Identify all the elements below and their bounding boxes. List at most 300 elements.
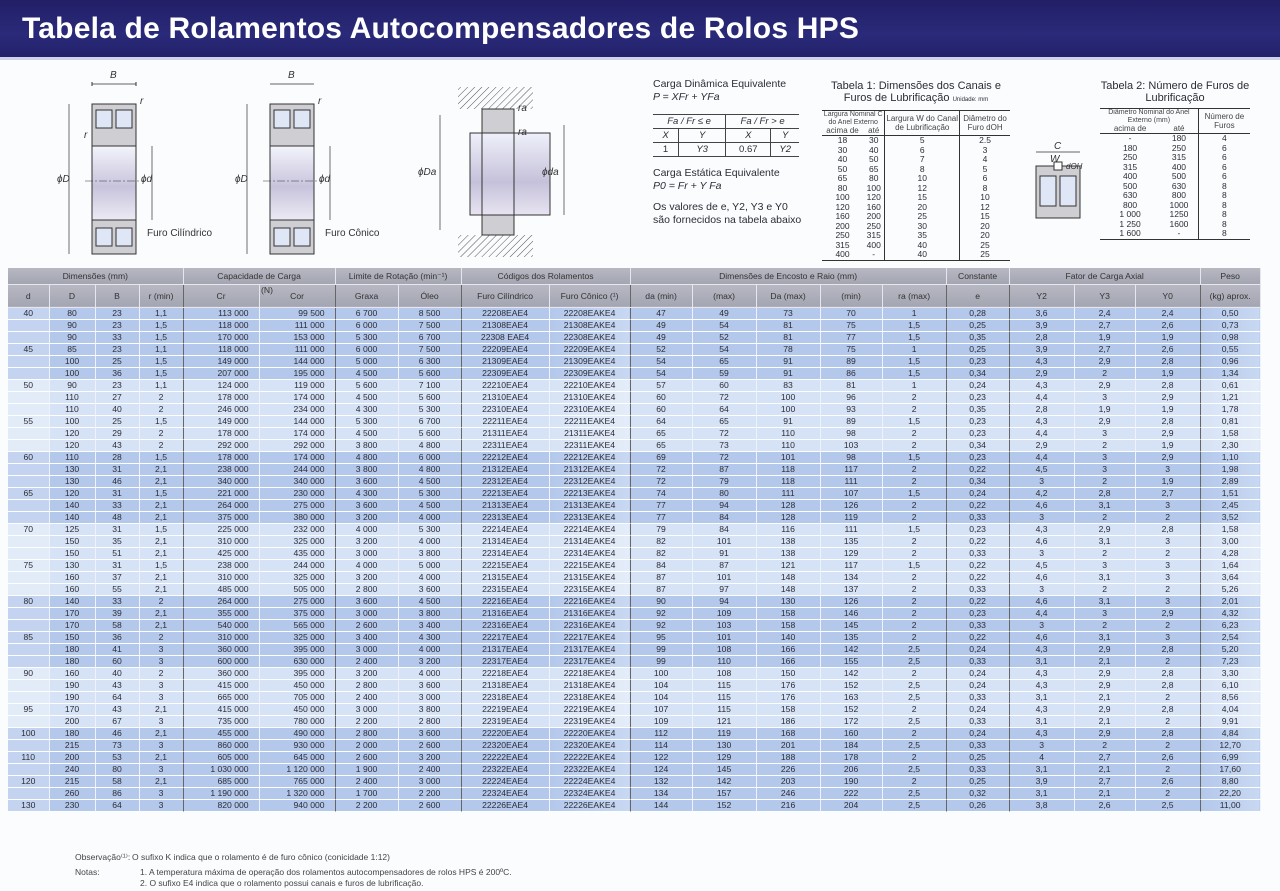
cell-da-min: 104 [630, 691, 692, 703]
cell-up-to: 1600 [1169, 218, 1189, 229]
cell-y2: 3,9 [1009, 343, 1074, 355]
cell-e: 0,22 [946, 571, 1009, 583]
cell-y3: 3 [1074, 451, 1135, 463]
cell-Da-min: 142 [820, 643, 882, 655]
table-2-title: Tabela 2: Número de Furos de Lubrificação [1100, 80, 1250, 104]
cell-d: 130 [8, 799, 49, 811]
cell-Da-max: 140 [756, 631, 820, 643]
cell-chamfer-r: 2 [139, 391, 183, 403]
cell-weight: 2,30 [1200, 439, 1260, 451]
cell-cylindrical-bore-code: 22212EAE4 [461, 451, 549, 463]
table-1-title [822, 80, 1010, 106]
cell-width: 23 [95, 307, 139, 319]
cell-oil-speed: 2 200 [398, 787, 461, 799]
cell-y3: 1,9 [1074, 331, 1135, 343]
cell-Da-min: 152 [820, 703, 882, 715]
cell-width: 29 [95, 427, 139, 439]
cell-da-max: 101 [692, 535, 756, 547]
cell-Da-max: 78 [756, 343, 820, 355]
cell-e: 0,34 [946, 475, 1009, 487]
cell-oil-speed: 6 700 [398, 415, 461, 427]
cell-y0: 2,9 [1135, 391, 1200, 403]
label-bore-diameter: ϕd [319, 174, 331, 185]
cell-conical-bore-code: 22212EAKE4 [549, 451, 630, 463]
table-1-row [822, 136, 1010, 146]
cell-oil-speed: 3 200 [398, 655, 461, 667]
cell-outer-diameter: 200 [49, 751, 95, 763]
cell-dynamic-load-cr: 310 000 [183, 631, 259, 643]
table-row [8, 559, 1260, 571]
cell-chamfer-r: 3 [139, 679, 183, 691]
table-row [8, 799, 1260, 811]
cell-above: 250 [1122, 152, 1138, 162]
cell-e: 0,23 [946, 451, 1009, 463]
cell-Da-min: 190 [820, 775, 882, 787]
mounting-diagram [420, 85, 570, 260]
cell-conical-bore-code: 22215EAKE4 [549, 559, 630, 571]
cell-da-max: 115 [692, 679, 756, 691]
cell-Da-min: 129 [820, 547, 882, 559]
notes-label: Notas: [75, 867, 100, 877]
cell-Da-max: 116 [756, 523, 820, 535]
cell-oil-speed: 4 000 [398, 667, 461, 679]
cell-hole-diameter: 4 [960, 155, 1010, 165]
cell-dynamic-load-cr: 665 000 [183, 691, 259, 703]
cell-Da-max: 148 [756, 571, 820, 583]
cell-channel-width: 25 [885, 212, 960, 222]
cell-chamfer-r: 2,1 [139, 607, 183, 619]
cell-y3: 2,9 [1074, 523, 1135, 535]
dynamic-load-title: Carga Dinâmica Equivalente [653, 78, 787, 90]
cell-da-max: 152 [692, 799, 756, 811]
cell-outer-diameter: 130 [49, 559, 95, 571]
cell-static-load-cor: 325 000 [259, 631, 335, 643]
group-speed-limit: Limite de Rotação (min⁻¹) [335, 268, 461, 284]
cell-grease-speed: 4 000 [335, 523, 398, 535]
cell-conical-bore-code: 22216EAKE4 [549, 595, 630, 607]
header-dynamic-load-cr: Cr [183, 284, 259, 307]
cell-width: 25 [95, 355, 139, 367]
cell-channel-width: 10 [885, 174, 960, 184]
cell-width: 46 [95, 475, 139, 487]
cell-cylindrical-bore-code: 22308 EAE4 [461, 331, 549, 343]
cell-ra-max: 2 [882, 727, 946, 739]
cell-y3: 2,1 [1074, 655, 1135, 667]
cell-static-load-cor: 174 000 [259, 451, 335, 463]
cell-ra-max: 1,5 [882, 415, 946, 427]
cell-y3: 2,7 [1074, 319, 1135, 331]
cell-up-to: 250 [1171, 142, 1187, 153]
cell-Da-min: 117 [820, 463, 882, 475]
cell-weight: 11,00 [1200, 799, 1260, 811]
cell-y2: 3,8 [1009, 799, 1074, 811]
cell-y3: 2 [1074, 367, 1135, 379]
cell-outer-diameter: 160 [49, 571, 95, 583]
cell-da-min: 109 [630, 715, 692, 727]
cell-y2: 3 [1009, 739, 1074, 751]
cell-Da-max: 130 [756, 595, 820, 607]
cell-da-min: 90 [630, 595, 692, 607]
cell-conical-bore-code: 22322EAKE4 [549, 763, 630, 775]
cell-width: 33 [95, 331, 139, 343]
cell-d [8, 499, 49, 511]
cell-cylindrical-bore-code: 22215EAE4 [461, 559, 549, 571]
cell-d [8, 535, 49, 547]
cell-y0: 2,5 [1135, 799, 1200, 811]
cell-e: 0,34 [946, 439, 1009, 451]
cell-chamfer-r: 2,1 [139, 547, 183, 559]
cell-da-max: 72 [692, 451, 756, 463]
load-formulas [653, 78, 803, 227]
cell-Da-max: 138 [756, 535, 820, 547]
table-row [8, 511, 1260, 523]
cell-Da-max: 73 [756, 307, 820, 319]
cell-chamfer-r: 2,1 [139, 583, 183, 595]
cell-oil-speed: 5 300 [398, 487, 461, 499]
cell-up-to: 160 [866, 201, 881, 212]
cell-y3: 1,9 [1074, 403, 1135, 415]
cell-da-max: 87 [692, 559, 756, 571]
cell-static-load-cor: 780 000 [259, 715, 335, 727]
cell-weight: 9,91 [1200, 715, 1260, 727]
cell-d: 55 [8, 415, 49, 427]
cell-cylindrical-bore-code: 22311EAE4 [461, 439, 549, 451]
cell-da-min: 65 [630, 427, 692, 439]
cell-weight: 4,28 [1200, 547, 1260, 559]
table-row [8, 571, 1260, 583]
cell-grease-speed: 5 000 [335, 355, 398, 367]
cell-chamfer-r: 2,1 [139, 535, 183, 547]
cell-outer-diameter: 90 [49, 319, 95, 331]
cell-y2: 4,6 [1009, 631, 1074, 643]
cell-grease-speed: 3 000 [335, 703, 398, 715]
cell-static-load-cor: 1 120 000 [259, 763, 335, 775]
cell-e: 0,23 [946, 427, 1009, 439]
cell-chamfer-r: 1,1 [139, 379, 183, 391]
cell-above: 400 [1122, 171, 1138, 181]
cell-dynamic-load-cr: 149 000 [183, 355, 259, 367]
cell-chamfer-r: 1,5 [139, 355, 183, 367]
cell-static-load-cor: 380 000 [259, 511, 335, 523]
cell-grease-speed: 2 200 [335, 715, 398, 727]
cell-y3: 2,9 [1074, 679, 1135, 691]
cell-conical-bore-code: 22309EAKE4 [549, 367, 630, 379]
cell-outer-diameter: 170 [49, 619, 95, 631]
header-y3: Y3 [1074, 284, 1135, 307]
cell-d [8, 679, 49, 691]
cell-da-min: 92 [630, 619, 692, 631]
cell-Da-max: 246 [756, 787, 820, 799]
cell-d: 110 [8, 751, 49, 763]
cell-y3: 3,1 [1074, 499, 1135, 511]
xy-factor-table [653, 114, 799, 157]
cell-dynamic-load-cr: 605 000 [183, 751, 259, 763]
cell-grease-speed: 2 200 [335, 799, 398, 811]
cell-Da-max: 118 [756, 463, 820, 475]
cell-width: 37 [95, 571, 139, 583]
cell-above: 160 [835, 211, 850, 221]
cell-ra-max: 2 [882, 403, 946, 415]
cell-dynamic-load-cr: 118 000 [183, 343, 259, 355]
cell-Da-max: 100 [756, 403, 820, 415]
cell-number-of-holes: 6 [1198, 163, 1250, 173]
cell-ra-max: 2,5 [882, 643, 946, 655]
cell-e: 0,24 [946, 379, 1009, 391]
cell-da-min: 47 [630, 307, 692, 319]
cell-y0: 2 [1135, 583, 1200, 595]
cell-grease-speed: 2 000 [335, 739, 398, 751]
cell-above: 30 [837, 144, 848, 155]
cell-d [8, 691, 49, 703]
cell-y3: 3 [1074, 463, 1135, 475]
cell-outer-diameter: 180 [49, 655, 95, 667]
cell-weight: 6,99 [1200, 751, 1260, 763]
cell-chamfer-r: 1,1 [139, 307, 183, 319]
cell-outer-diameter: 110 [49, 451, 95, 463]
cell-width: 31 [95, 559, 139, 571]
cell-above: 500 [1122, 180, 1138, 191]
cell-y3: 3 [1074, 607, 1135, 619]
cell-grease-speed: 5 300 [335, 415, 398, 427]
cell-y3: 2,7 [1074, 751, 1135, 763]
cell-cylindrical-bore-code: 22310EAE4 [461, 403, 549, 415]
cell-Da-min: 77 [820, 331, 882, 343]
cell-da-min: 77 [630, 499, 692, 511]
cell-oil-speed: 4 000 [398, 571, 461, 583]
header-y2: Y2 [1009, 284, 1074, 307]
cell-number-of-holes: 6 [1198, 153, 1250, 163]
cell-outer-diameter: 160 [49, 583, 95, 595]
cell-outer-diameter: 100 [49, 367, 95, 379]
cell-oil-speed: 3 800 [398, 703, 461, 715]
cell-grease-speed: 4 500 [335, 427, 398, 439]
cell-Da-min: 81 [820, 379, 882, 391]
cell-grease-speed: 2 400 [335, 655, 398, 667]
cell-width: 58 [95, 619, 139, 631]
cell-ra-max: 2 [882, 427, 946, 439]
cell-e: 0,22 [946, 631, 1009, 643]
cell-Da-min: 119 [820, 511, 882, 523]
cell-da-max: 108 [692, 667, 756, 679]
condition-2: Fa / Fr > e [726, 115, 799, 129]
cell-ra-max: 2,5 [882, 679, 946, 691]
cell-number-of-holes: 8 [1198, 191, 1250, 201]
cell-hole-diameter: 25 [960, 241, 1010, 251]
cell-conical-bore-code: 21318EAKE4 [549, 679, 630, 691]
cell-static-load-cor: 325 000 [259, 571, 335, 583]
table-1-row [822, 250, 1010, 260]
cell-weight: 0,73 [1200, 319, 1260, 331]
cell-dynamic-load-cr: 600 000 [183, 655, 259, 667]
cell-y0: 1,9 [1135, 331, 1200, 343]
cell-weight: 3,00 [1200, 535, 1260, 547]
cell-y0: 1,9 [1135, 367, 1200, 379]
cell-chamfer-r: 2 [139, 667, 183, 679]
cell-e: 0,33 [946, 655, 1009, 667]
cell-da-max: 65 [692, 355, 756, 367]
cell-d: 75 [8, 559, 49, 571]
cell-number-of-holes: 8 [1198, 182, 1250, 192]
cell-weight: 6,23 [1200, 619, 1260, 631]
cell-chamfer-r: 3 [139, 643, 183, 655]
cell-Da-max: 83 [756, 379, 820, 391]
cell-weight: 1,64 [1200, 559, 1260, 571]
cell-conical-bore-code: 22317EAKE4 [549, 655, 630, 667]
cell-hole-diameter: 2.5 [960, 136, 1010, 146]
cell-above: 315 [1122, 161, 1138, 172]
header-da-min: da (min) [630, 284, 692, 307]
cell-Da-min: 107 [820, 487, 882, 499]
cell-da-max: 121 [692, 715, 756, 727]
cell-conical-bore-code: 22311EAKE4 [549, 439, 630, 451]
cell-dynamic-load-cr: 360 000 [183, 643, 259, 655]
group-abutment-dimensions: Dimensões de Encosto e Raio (mm) [630, 268, 946, 284]
table-1-unit: Unidade: mm [952, 97, 989, 103]
cell-oil-speed: 4 500 [398, 499, 461, 511]
cell-conical-bore-code: 22315EAKE4 [549, 583, 630, 595]
cell-conical-bore-code: 22220EAKE4 [549, 727, 630, 739]
cell-Da-min: 160 [820, 727, 882, 739]
table-row [8, 631, 1260, 643]
cell-oil-speed: 2 600 [398, 799, 461, 811]
cell-oil-speed: 3 600 [398, 583, 461, 595]
cell-e: 0,33 [946, 511, 1009, 523]
cell-above: 1 000 [1119, 209, 1141, 219]
cell-y0: 2,6 [1135, 319, 1200, 331]
header-Da-max: Da (max) [756, 284, 820, 307]
cell-conical-bore-code: 21314EAKE4 [549, 535, 630, 547]
cell-width: 67 [95, 715, 139, 727]
cell-Da-max: 121 [756, 559, 820, 571]
cell-d [8, 787, 49, 799]
cell-da-max: 110 [692, 655, 756, 667]
cell-d [8, 439, 49, 451]
cell-da-max: 115 [692, 703, 756, 715]
cell-weight: 5,20 [1200, 643, 1260, 655]
header-conical-bore-code: Furo Cônico (¹) [549, 284, 630, 307]
table-2-row [1100, 229, 1250, 239]
cell-Da-max: 166 [756, 643, 820, 655]
cell-static-load-cor: 930 000 [259, 739, 335, 751]
cell-hole-diameter: 10 [960, 193, 1010, 203]
cell-dynamic-load-cr: 238 000 [183, 559, 259, 571]
cell-Da-min: 137 [820, 583, 882, 595]
cell-outer-diameter: 190 [49, 691, 95, 703]
cell-da-max: 87 [692, 463, 756, 475]
cell-width: 33 [95, 595, 139, 607]
cell-weight: 0,50 [1200, 307, 1260, 319]
cell-y2: 4,5 [1009, 463, 1074, 475]
cell-up-to: 1000 [1169, 199, 1189, 210]
cell-da-max: 72 [692, 427, 756, 439]
cell-grease-speed: 3 000 [335, 547, 398, 559]
cell-outer-diameter: 90 [49, 379, 95, 391]
cell-da-min: 124 [630, 763, 692, 775]
cell-Da-max: 166 [756, 655, 820, 667]
value-x2: 0.67 [726, 143, 771, 157]
page-title: Tabela de Rolamentos Autocompensadores de Rolos HPS [22, 12, 860, 45]
cell-width: 41 [95, 643, 139, 655]
cell-Da-min: 152 [820, 679, 882, 691]
group-bearing-codes: Códigos dos Rolamentos [461, 268, 630, 284]
cell-Da-max: 118 [756, 475, 820, 487]
cell-ra-max: 2,5 [882, 763, 946, 775]
cell-Da-min: 75 [820, 343, 882, 355]
cell-dynamic-load-cr: 124 000 [183, 379, 259, 391]
label-C: C [1054, 141, 1062, 152]
cell-grease-speed: 2 400 [335, 691, 398, 703]
cell-e: 0,26 [946, 799, 1009, 811]
cell-cylindrical-bore-code: 21314EAE4 [461, 535, 549, 547]
cell-up-to: 800 [1171, 190, 1187, 200]
cell-y2: 2,9 [1009, 367, 1074, 379]
cell-Da-min: 135 [820, 631, 882, 643]
cell-outer-diameter: 130 [49, 475, 95, 487]
cell-y3: 3,1 [1074, 595, 1135, 607]
table-row [8, 499, 1260, 511]
cell-width: 43 [95, 439, 139, 451]
header-cylindrical-bore-code: Furo Cilíndrico [461, 284, 549, 307]
cell-chamfer-r: 2 [139, 439, 183, 451]
static-load-formula: P0 = Fr + Y Fa [653, 180, 722, 192]
label-r: r [84, 130, 88, 141]
cell-dynamic-load-cr: 360 000 [183, 667, 259, 679]
cell-Da-max: 138 [756, 547, 820, 559]
cell-da-max: 108 [692, 643, 756, 655]
cell-conical-bore-code: 22318EAKE4 [549, 691, 630, 703]
cell-weight: 7,23 [1200, 655, 1260, 667]
cell-outer-diameter: 190 [49, 679, 95, 691]
cell-number-of-holes: 8 [1198, 229, 1250, 239]
cell-chamfer-r: 3 [139, 799, 183, 811]
cell-ra-max: 2 [882, 583, 946, 595]
cell-chamfer-r: 1,5 [139, 319, 183, 331]
header-up-to: até [1160, 125, 1198, 134]
cell-outer-diameter: 120 [49, 427, 95, 439]
cell-e: 0,25 [946, 751, 1009, 763]
cell-oil-speed: 2 800 [398, 715, 461, 727]
group-load-capacity: Capacidade de Carga [183, 268, 335, 284]
cell-y3: 2,9 [1074, 727, 1135, 739]
cell-weight: 8,80 [1200, 775, 1260, 787]
cell-cylindrical-bore-code: 21309EAE4 [461, 355, 549, 367]
cell-y2: 3,1 [1009, 655, 1074, 667]
cell-width: 31 [95, 463, 139, 475]
table-1-row [822, 146, 1010, 156]
cell-cylindrical-bore-code: 22317EAE4 [461, 655, 549, 667]
cell-width: 73 [95, 739, 139, 751]
cell-up-to: 180 [1171, 133, 1187, 143]
cell-Da-min: 142 [820, 667, 882, 679]
table-2-lubrication-holes [1100, 80, 1250, 240]
cell-outer-diameter: 150 [49, 535, 95, 547]
cell-conical-bore-code: 22312EAKE4 [549, 475, 630, 487]
cell-grease-speed: 4 500 [335, 391, 398, 403]
cell-static-load-cor: 244 000 [259, 559, 335, 571]
cell-above: 250 [835, 230, 850, 240]
cell-Da-min: 178 [820, 751, 882, 763]
cell-da-min: 84 [630, 559, 692, 571]
cell-hole-diameter: 20 [960, 222, 1010, 232]
cell-y3: 3,1 [1074, 535, 1135, 547]
cell-ra-max: 1,5 [882, 367, 946, 379]
cell-number-of-holes: 8 [1198, 210, 1250, 220]
cell-conical-bore-code: 22313EAKE4 [549, 511, 630, 523]
cell-chamfer-r: 2,1 [139, 571, 183, 583]
table-row [8, 307, 1260, 319]
cell-grease-speed: 5 600 [335, 379, 398, 391]
cell-y0: 2,8 [1135, 679, 1200, 691]
